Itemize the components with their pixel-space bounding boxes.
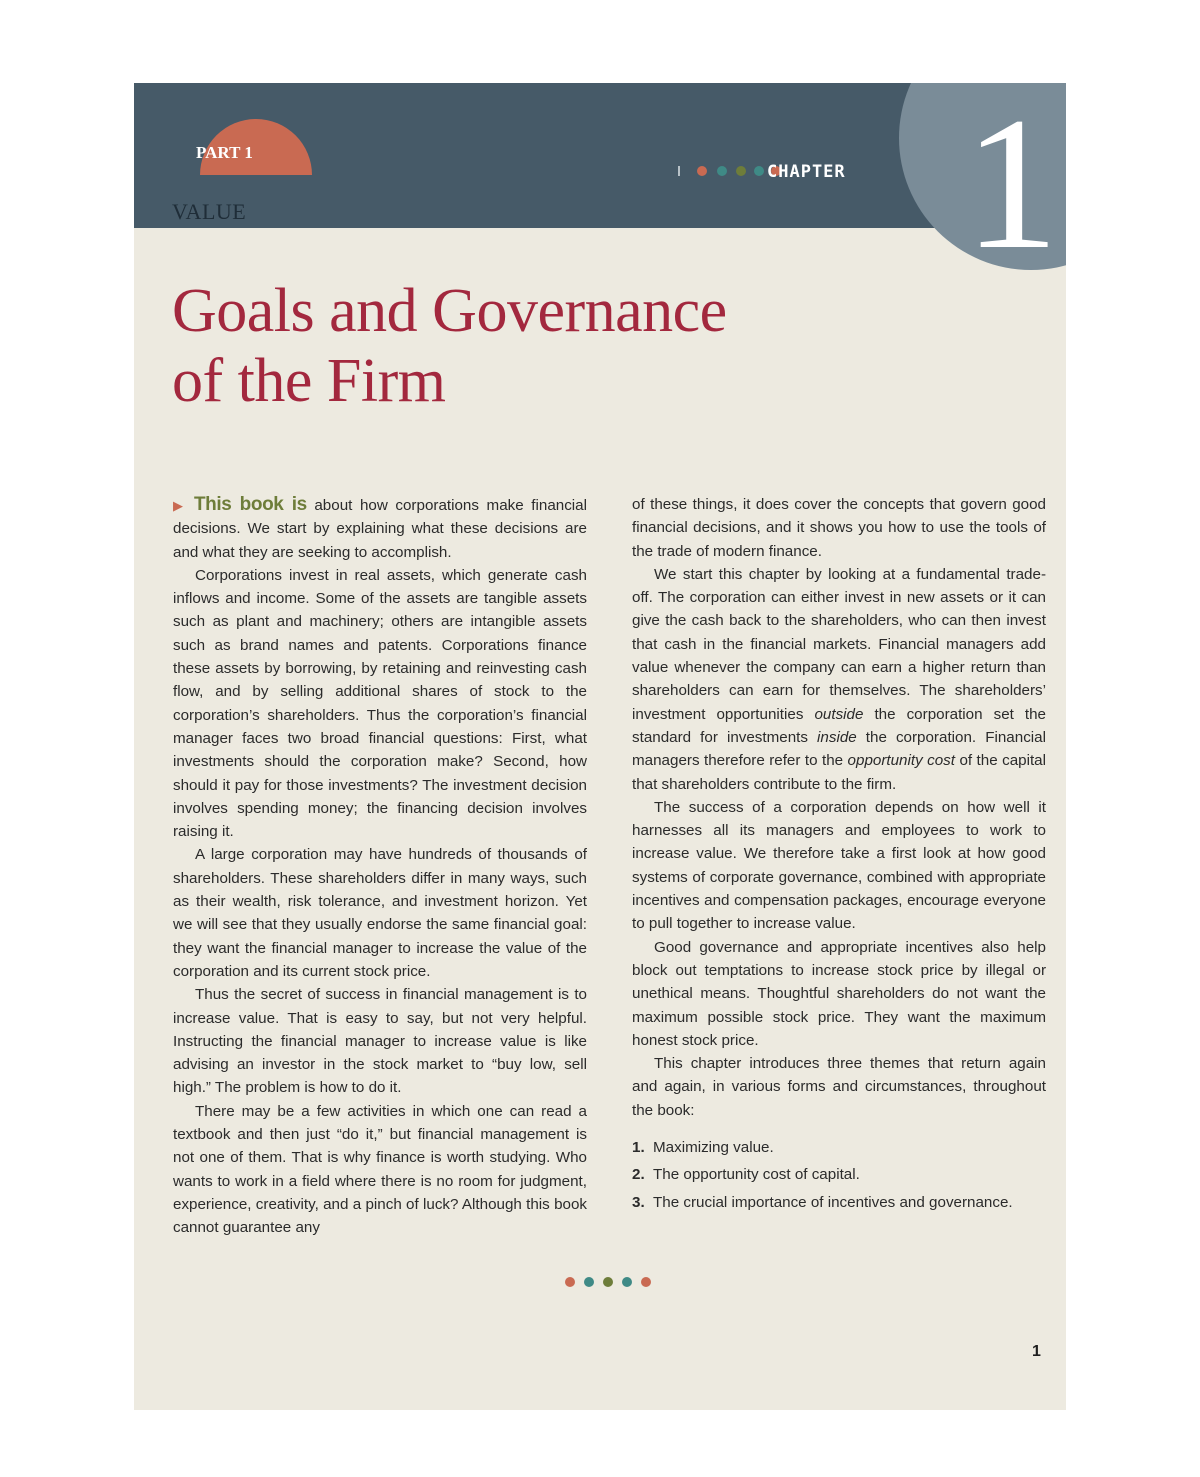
intro-text: about how corporations make financial decisions. We start by explaining what these decisions are and what they are seeking to accomplish. xyxy=(173,497,588,561)
body-paragraph: Corporations invest in real assets, which generate cash inflows and income. Some of the assets are tangible assets such as plant and machinery; others are intangible assets such as brand names and patents. Corporations finance these assets by borrowing, by retaining and reinvesting cash flow, and by selling additional shares of stock to the corporation’s shareholders. Thus the corporation’s financial manager faces two broad financial questions: First, what investments should the corporation make? Second, how should it pay for those investments? The investment decision involves spending money; the financing decision involves raising it. xyxy=(173,566,587,841)
decorative-dot-orange xyxy=(697,166,707,176)
emphasis-term: outside xyxy=(814,705,864,723)
body-paragraph: Thus the secret of success in financial management is to increase value. That is easy to say, but not very helpful. Instructing the financial manager to increase value is like advising an investor in the stock market to “buy low, sell high.” The problem is how to do it. xyxy=(173,986,587,1097)
body-paragraph: A large corporation may have hundreds of thousands of shareholders. These shareholders differ in many ways, such as their wealth, risk tolerance, and investment horizon. Yet we will see that they usually endorse the same financial goal: they want the financial manager to increase the value of the corporation and its current stock price. xyxy=(173,846,587,980)
decorative-dot-orange xyxy=(641,1277,651,1287)
text-run: the corporation set the standard for investments xyxy=(632,705,1046,746)
list-item-text: The opportunity cost of capital. xyxy=(653,1166,860,1184)
themes-list xyxy=(632,1136,1046,1214)
book-page xyxy=(134,83,1066,1410)
body-paragraph: This chapter introduces three themes that return again and again, in various forms and circumstances, throughout the book: xyxy=(632,1055,1046,1119)
chapter-title-line-1: Goals and Governance xyxy=(172,277,727,345)
list-item xyxy=(632,1136,1046,1159)
chapter-title xyxy=(172,276,727,416)
chapter-title-line-2: of the Firm xyxy=(172,347,446,415)
list-item-text: Maximizing value. xyxy=(653,1139,774,1157)
left-column xyxy=(173,493,587,1240)
list-item-number: 1. xyxy=(632,1139,645,1157)
decorative-dot-teal xyxy=(754,166,764,176)
intro-paragraph xyxy=(173,493,587,564)
body-paragraph: Good governance and appropriate incentives also help block out temptations to increase stock price by illegal or unethical means. Thoughtful shareholders do not want the maximum possible stock price. They want the maximum honest stock price. xyxy=(632,938,1046,1049)
intro-lead-phrase: This book is xyxy=(193,494,307,515)
decorative-dot-green xyxy=(736,166,746,176)
text-run: We start this chapter by looking at a fundamental trade-off. The corporation can either invest in new assets or it can give the cash back to the shareholders, who can then invest that cash in the financial markets. Financial managers add value whenever the company can earn a higher return than shareholders can earn for themselves. The shareholders’ investment opportunities xyxy=(632,565,1046,723)
decorative-dot-orange xyxy=(565,1277,575,1287)
text-run: the corporation. Financial managers therefore refer to the xyxy=(632,728,1046,770)
part-title: VALUE xyxy=(172,199,247,224)
continuation-paragraph: of these things, it does cover the concepts that govern good financial decisions, and it shows you how to use the tools of the trade of modern finance. xyxy=(632,496,1046,560)
list-item xyxy=(632,1163,1046,1186)
body-paragraph: The success of a corporation depends on how well it harnesses all its managers and employees to work to increase value. We therefore take a first look at how good systems of corporate governance, combined with appropriate incentives and compensation packages, encourage everyone to pull together to increase value. xyxy=(632,798,1046,933)
section-end-ornament xyxy=(565,1277,655,1289)
chapter-number: 1 xyxy=(964,83,1059,289)
decorative-dot-teal xyxy=(622,1277,632,1287)
right-column xyxy=(632,493,1046,1218)
decorative-dot-teal xyxy=(717,166,727,176)
list-item xyxy=(632,1191,1046,1214)
decorative-dot-green xyxy=(603,1277,613,1287)
page-number: 1 xyxy=(1032,1343,1041,1360)
part-label: PART 1 xyxy=(196,143,253,162)
body-paragraph xyxy=(632,563,1046,796)
chapter-label: CHAPTER xyxy=(767,162,846,182)
list-item-text: The crucial importance of incentives and governance. xyxy=(653,1193,1013,1211)
decorative-dot-teal xyxy=(584,1277,594,1287)
play-marker-icon: ▶ xyxy=(173,498,187,513)
list-item-number: 3. xyxy=(632,1193,645,1211)
list-item-number: 2. xyxy=(632,1166,645,1184)
text-run: of the capital that shareholders contribute to the firm. xyxy=(632,752,1047,793)
chapter-divider xyxy=(678,166,680,176)
emphasis-term: opportunity cost xyxy=(847,752,955,770)
body-paragraph: There may be a few activities in which one can read a textbook and then just “do it,” but financial management is not one of them. That is why finance is worth studying. Who wants to work in a field where there is no room for judgment, experience, creativity, and a pinch of luck? Although this book cannot guarantee any xyxy=(173,1102,587,1237)
emphasis-term: inside xyxy=(817,728,857,746)
